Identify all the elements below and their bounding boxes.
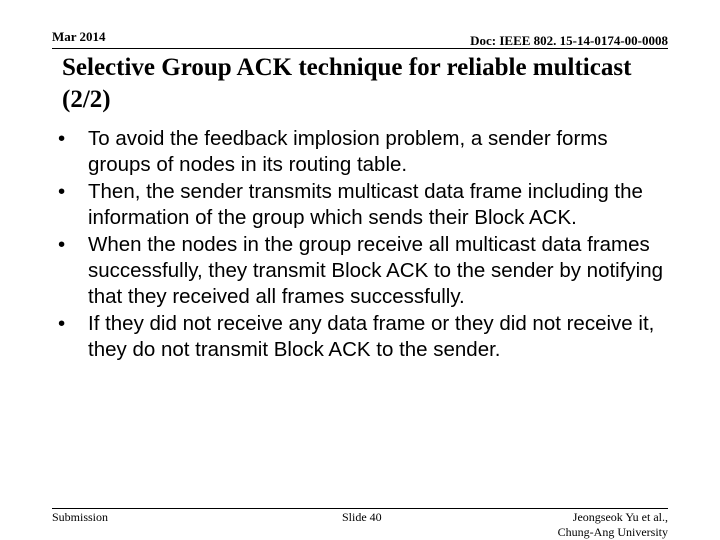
footer-divider bbox=[52, 508, 668, 509]
bullet-icon: • bbox=[58, 232, 66, 256]
footer-author bbox=[558, 510, 668, 540]
bullet-icon: • bbox=[58, 179, 66, 203]
bullet-list bbox=[58, 126, 668, 364]
bullet-item bbox=[58, 311, 668, 364]
bullet-item bbox=[58, 126, 668, 179]
footer-slide-number: Slide 40 bbox=[342, 510, 382, 524]
footer-affiliation: Chung-Ang University bbox=[557, 525, 668, 539]
bullet-text: Then, the sender transmits multicast data frame including the information of the group which sends their Block ACK. bbox=[88, 179, 643, 230]
bullet-text: If they did not receive any data frame or they did not receive it, they do not transmit Block ACK to the sender. bbox=[88, 311, 655, 362]
bullet-text: When the nodes in the group receive all multicast data frames successfully, they transmit Block ACK to the sender by notifying that they received all frames successfully. bbox=[88, 232, 664, 309]
header-divider bbox=[52, 48, 668, 49]
header-doc-number: Doc: IEEE 802. 15-14-0174-00-0008 bbox=[470, 33, 668, 48]
bullet-item bbox=[58, 232, 668, 311]
bullet-text: To avoid the feedback implosion problem, a sender forms groups of nodes in its routing table. bbox=[88, 127, 608, 177]
header-date: Mar 2014 bbox=[52, 29, 106, 44]
slide-title: Selective Group ACK technique for reliable multicast (2/2) bbox=[62, 54, 632, 113]
bullet-icon: • bbox=[58, 311, 66, 335]
footer-author-name: Jeongseok Yu et al., bbox=[572, 510, 668, 524]
footer-submission: Submission bbox=[52, 510, 109, 524]
bullet-icon: • bbox=[58, 127, 66, 150]
bullet-item bbox=[58, 179, 668, 232]
